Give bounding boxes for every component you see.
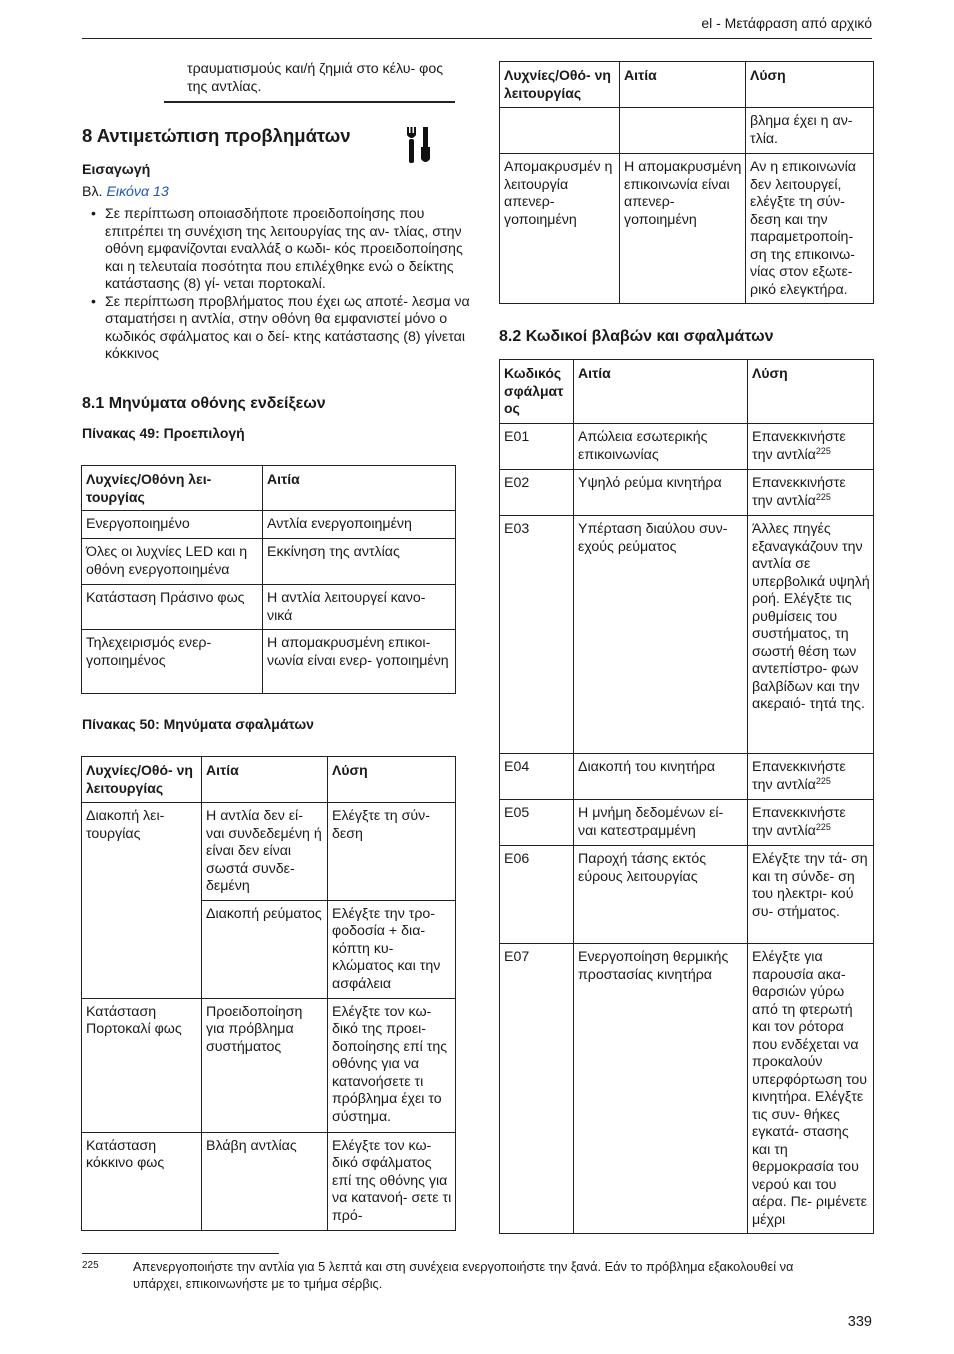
- error-cause: Απώλεια εσωτερικής επικοινωνίας: [574, 424, 748, 470]
- fix-text: Επανεκκινήστε την αντλία: [752, 475, 846, 509]
- table-50: [81, 756, 456, 1231]
- footnote-ref[interactable]: 225: [815, 445, 831, 456]
- section-8-title: 8 Αντιμετώπιση προβλημάτων: [82, 125, 351, 146]
- see-prefix: Βλ.: [82, 184, 103, 200]
- intro-heading: Εισαγωγή: [82, 162, 151, 178]
- table-row: [82, 511, 456, 539]
- table-cell: Η αντλία δεν εί- ναι συνδεδεμένη ή είναι δεν είναι σωστά συνδε- δεμένη: [202, 803, 328, 901]
- footnote-number: 225: [82, 1260, 99, 1271]
- page-number: 339: [847, 1314, 872, 1330]
- section-81-title: 8.1 Μηνύματα οθόνης ενδείξεων: [82, 395, 326, 412]
- error-fix: [748, 424, 874, 470]
- table-cell: Απομακρυσμέν η λειτουργία απενερ- γοποιημένη: [500, 154, 620, 304]
- error-fix: Άλλες πηγές εξαναγκάζουν την αντλία σε υπερβολικά υψηλή ροή. Ελέγξτε τις ρυθμίσεις του συστήματος, τη σωστή θέση των αντεπίστρο- φων βαλβίδων και την ακεραιό- τητά της.: [748, 516, 874, 754]
- figure-link[interactable]: Εικόνα 13: [106, 184, 169, 200]
- column-header: Λύση: [748, 360, 874, 424]
- table-row: [82, 998, 456, 1132]
- error-code: E06: [500, 846, 574, 944]
- footnote-ref[interactable]: 225: [815, 775, 831, 786]
- error-cause: Διακοπή του κινητήρα: [574, 754, 748, 800]
- table-cell: Αν η επικοινωνία δεν λειτουργεί, ελέγξτε τη σύν- δεση και την παραμετροποίη- ση της επικοινω- νίας στον εξωτε- ρικό ελεγκτήρα.: [746, 154, 874, 304]
- footnote-ref[interactable]: 225: [815, 491, 831, 502]
- fix-text: Επανεκκινήστε την αντλία: [752, 429, 846, 463]
- continued-note: τραυματισμούς και/ή ζημιά στο κέλυ- φος της αντλίας.: [187, 61, 444, 95]
- table-cell: Κατάσταση κόκκινο φως: [82, 1132, 202, 1230]
- table-row: [500, 516, 874, 754]
- error-code: E07: [500, 944, 574, 1234]
- error-code: E04: [500, 754, 574, 800]
- error-code: E03: [500, 516, 574, 754]
- error-fix: [748, 800, 874, 846]
- table-cell: Ελέγξτε τον κω- δικό σφάλματος επί της οθόνης για να κατανοή- σετε τι πρό-: [328, 1132, 456, 1230]
- fix-text: Επανεκκινήστε την αντλία: [752, 759, 846, 793]
- error-cause: Ενεργοποίηση θερμικής προστασίας κινητήρα: [574, 944, 748, 1234]
- see-figure: [82, 184, 455, 202]
- column-header: Αιτία: [620, 62, 746, 108]
- table-cell: βλημα έχει η αν- τλία.: [746, 108, 874, 154]
- running-header: el - Μετάφραση από αρχικό: [701, 15, 872, 31]
- column-header: Λύση: [328, 757, 456, 803]
- footnote-text: Απενεργοποιήστε την αντλία για 5 λεπτά και στη συνέχεια ενεργοποιήστε την ξανά. Εάν το πρόβλημα εξακολουθεί να υπάρχει, επικοινωνήστε με το τμήμα σέρβις.: [133, 1259, 794, 1291]
- table-cell: Κατάσταση Πράσινο φως: [82, 585, 263, 630]
- error-code: E05: [500, 800, 574, 846]
- table-cell: Εκκίνηση της αντλίας: [263, 539, 456, 585]
- error-cause: Υπέρταση διαύλου συν- εχούς ρεύματος: [574, 516, 748, 754]
- table-cell: Ελέγξτε τον κω- δικό της προει- δοποίησης επί της οθόνης για να κατανοήσετε τι πρόβλημα έχει το σύστημα.: [328, 998, 456, 1132]
- table-49: [81, 465, 456, 694]
- intro-bullet-list: [82, 206, 477, 364]
- error-fix: Ελέγξτε για παρουσία ακα- θαρσιών γύρω από τη φτερωτή και τον ρότορα που ενδέχεται να προκαλούν υπερφόρτωση του κινητήρα. Ελέγξτε τις συν- θήκες εγκατά- στασης και τη θερμοκρασία του νερού και του αέρα. Πε- ριμένετε μέχρι: [748, 944, 874, 1234]
- column-header: Λυχνίες/Οθό- νη λειτουργίας: [500, 62, 620, 108]
- table-header-row: [500, 360, 874, 424]
- table-row: [82, 630, 456, 694]
- error-code-table: [499, 359, 874, 1234]
- table-cell: [500, 108, 620, 154]
- table-cell: [620, 108, 746, 154]
- error-fix: Ελέγξτε την τά- ση και τη σύνδε- ση του ηλεκτρι- κού συ- στήματος.: [748, 846, 874, 944]
- bullet-item: • Σε περίπτωση προβλήματος που έχει ως αποτέ- λεσμα να σταματήσει η αντλία, στην οθόνη θα εμφανιστεί μόνο ο κωδικός σφάλματος και ο δεί- κτης κατάστασης (8) γίνεται κόκκινος: [105, 294, 477, 364]
- fix-text: Επανεκκινήστε την αντλία: [752, 805, 846, 839]
- table-cell: Αντλία ενεργοποιημένη: [263, 511, 456, 539]
- section-82-title: 8.2 Κωδικοί βλαβών και σφαλμάτων: [499, 328, 774, 345]
- table-50-caption: Πίνακας 50: Μηνύματα σφαλμάτων: [82, 716, 314, 732]
- table-row: [500, 108, 874, 154]
- table-row: [500, 944, 874, 1234]
- footnote-rule: [82, 1253, 279, 1254]
- table-header-row: [500, 62, 874, 108]
- table-cell: Διακοπή ρεύματος: [202, 900, 328, 998]
- error-fix: [748, 754, 874, 800]
- table-cell: Όλες οι λυχνίες LED και η οθόνη ενεργοποιημένα: [82, 539, 263, 585]
- table-row: [82, 803, 456, 901]
- table-cell: Προειδοποίηση για πρόβλημα συστήματος: [202, 998, 328, 1132]
- column-header: Λυχνίες/Οθόνη λει- τουργίας: [82, 466, 263, 511]
- error-cause: Υψηλό ρεύμα κινητήρα: [574, 470, 748, 516]
- table-cell: Κατάσταση Πορτοκαλί φως: [82, 998, 202, 1132]
- table-50-continued: [499, 61, 874, 304]
- column-header: Κωδικός σφάλματ ος: [500, 360, 574, 424]
- table-cell: Η απομακρυσμένη επικοινωνία είναι απενερ- γοποιημένη: [620, 154, 746, 304]
- header-rule: [82, 38, 872, 39]
- table-cell: Διακοπή λει- τουργίας: [82, 803, 202, 901]
- bullet-item: • Σε περίπτωση οποιασδήποτε προειδοποίησης που επιτρέπει τη συνέχιση της λειτουργίας της αν- τλίας, στην οθόνη εμφανίζονται εναλλάξ ο κωδι- κός προειδοποίησης και η τελευταία ποσότητα που επιλέχθηκε ενώ ο δείκτης κατάστασης (8) γί- νεται πορτοκαλί.: [105, 206, 477, 294]
- error-fix: [748, 470, 874, 516]
- table-row: [82, 539, 456, 585]
- table-row: [500, 470, 874, 516]
- table-row: [82, 1132, 456, 1230]
- table-row: [500, 800, 874, 846]
- table-header-row: [82, 757, 456, 803]
- table-cell: Τηλεχειρισμός ενερ- γοποιημένος: [82, 630, 263, 694]
- error-cause: Παροχή τάσης εκτός εύρους λειτουργίας: [574, 846, 748, 944]
- column-header: Αιτία: [202, 757, 328, 803]
- table-cell: [82, 900, 202, 998]
- table-cell: Βλάβη αντλίας: [202, 1132, 328, 1230]
- table-row: [500, 424, 874, 470]
- column-header: Αιτία: [574, 360, 748, 424]
- table-49-caption: Πίνακας 49: Προεπιλογή: [82, 425, 245, 441]
- footnote-ref[interactable]: 225: [815, 821, 831, 832]
- table-row: [82, 585, 456, 630]
- note-rule: [164, 101, 455, 103]
- table-row: [82, 900, 456, 998]
- table-header-row: [82, 466, 456, 511]
- table-row: [500, 846, 874, 944]
- column-header: Λυχνίες/Οθό- νη λειτουργίας: [82, 757, 202, 803]
- table-cell: Ελέγξτε τη σύν- δεση: [328, 803, 456, 901]
- table-cell: Η αντλία λειτουργεί κανο- νικά: [263, 585, 456, 630]
- column-header: Αιτία: [263, 466, 456, 511]
- table-row: [500, 154, 874, 304]
- table-cell: Η απομακρυσμένη επικοι- νωνία είναι ενερ- γοποιημένη: [263, 630, 456, 694]
- error-cause: Η μνήμη δεδομένων εί- ναι κατεστραμμένη: [574, 800, 748, 846]
- table-cell: Ενεργοποιημένο: [82, 511, 263, 539]
- error-code: E02: [500, 470, 574, 516]
- error-code: E01: [500, 424, 574, 470]
- table-cell: Ελέγξτε την τρο- φοδοσία + δια- κόπτη κυ- κλώματος και την ασφάλεια: [328, 900, 456, 998]
- table-row: [500, 754, 874, 800]
- column-header: Λύση: [746, 62, 874, 108]
